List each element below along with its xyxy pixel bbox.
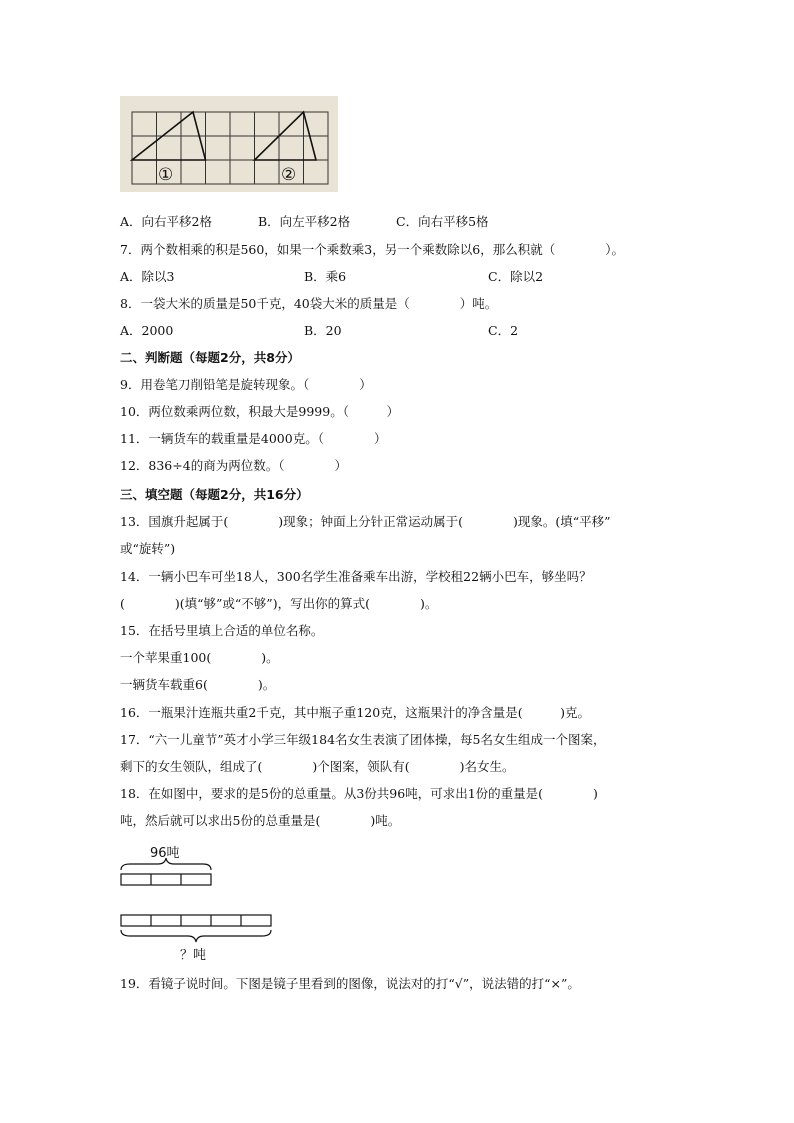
q11: 11．一辆货车的载重量是4000克。（ ） xyxy=(120,431,387,446)
q15-line-2: 一个苹果重100( )。 xyxy=(120,650,279,665)
q19: 19．看镜子说时间。下图是镜子里看到的图像，说法对的打“√”，说法错的打“×”。 xyxy=(120,976,580,991)
q7-option-c: C．除以2 xyxy=(488,269,544,284)
q7-stem: 7．两个数相乘的积是560，如果一个乘数乘3，另一个乘数除以6，那么积就（ ）。 xyxy=(120,242,624,257)
q18-line-2: 吨，然后就可以求出5份的总重量是( )吨。 xyxy=(120,813,401,828)
q17-line-1: 17．“六一儿童节”英才小学三年级184名女生表演了团体操，每5名女生组成一个图案， xyxy=(120,732,606,747)
q13-line-2: 或“旋转”) xyxy=(120,541,176,556)
q12: 12．836÷4的商为两位数。（ ） xyxy=(120,458,347,473)
q8-option-b: B．20 xyxy=(304,323,342,338)
bar-bottom-label: ？吨 xyxy=(180,948,207,963)
bottom-brace xyxy=(121,930,271,942)
q9: 9．用卷笔刀削铅笔是旋转现象。（ ） xyxy=(120,377,372,392)
bar-model-figure xyxy=(118,840,288,970)
grid-triangles-figure xyxy=(120,96,338,192)
q15-line-1: 15．在括号里填上合适的单位名称。 xyxy=(120,623,324,638)
q8-option-a: A．2000 xyxy=(120,323,174,338)
grid-label-1: ① xyxy=(158,165,174,185)
section-3-heading: 三、填空题（每题2分，共16分） xyxy=(120,487,309,502)
q15-line-3: 一辆货车载重6( )。 xyxy=(120,677,276,692)
q13-line-1: 13．国旗升起属于( )现象；钟面上分针正常运动属于( )现象。(填“平移” xyxy=(120,514,611,529)
bar-top-label: 96吨 xyxy=(150,846,180,861)
q18-line-1: 18．在如图中，要求的是5份的总重量。从3份共96吨，可求出1份的重量是( ) xyxy=(120,786,598,801)
q16: 16．一瓶果汁连瓶共重2千克，其中瓶子重120克，这瓶果汁的净含量是( )克。 xyxy=(120,705,590,720)
q14-line-2: ( )(填“够”或“不够”)，写出你的算式( )。 xyxy=(120,596,438,611)
q17-line-2: 剩下的女生领队，组成了( )个图案，领队有( )名女生。 xyxy=(120,759,515,774)
top-brace xyxy=(121,858,211,870)
bar-bottom xyxy=(121,915,271,926)
q7-option-b: B．乘6 xyxy=(304,269,347,284)
q7-option-a: A．除以3 xyxy=(120,269,175,284)
q6-option-a: A．向右平移2格 xyxy=(120,214,212,229)
q6-option-c: C．向右平移5格 xyxy=(396,214,489,229)
q8-stem: 8．一袋大米的质量是50千克，40袋大米的质量是（ ）吨。 xyxy=(120,296,498,311)
q14-line-1: 14．一辆小巴车可坐18人，300名学生准备乘车出游，学校租22辆小巴车，够坐吗？ xyxy=(120,569,592,584)
q8-option-c: C．2 xyxy=(488,323,519,338)
q10: 10．两位数乘两位数，积最大是9999。（ ） xyxy=(120,404,399,419)
bar-top xyxy=(121,874,211,885)
q6-option-b: B．向左平移2格 xyxy=(258,214,351,229)
section-2-heading: 二、判断题（每题2分，共8分） xyxy=(120,350,300,365)
grid-label-2: ② xyxy=(281,165,297,185)
